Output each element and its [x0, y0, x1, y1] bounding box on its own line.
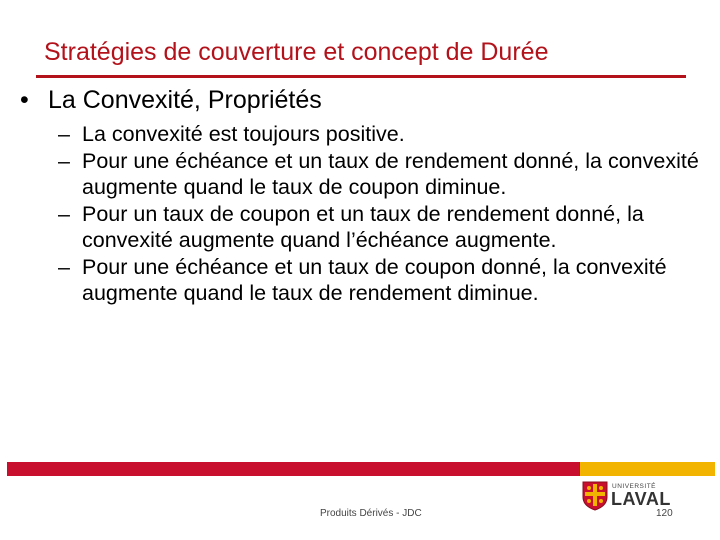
- footer-course-label: Produits Dérivés - JDC: [320, 508, 422, 519]
- sub-bullet-text: Pour une échéance et un taux de coupon donné, la convexité augmente quand le taux de rendement diminue.: [82, 254, 667, 305]
- logo-laval-text: LAVAL: [611, 489, 671, 509]
- sub-bullet-item: [58, 121, 708, 148]
- sub-bullet-text: Pour un taux de coupon et un taux de rendement donné, la convexité augmente quand l’échéance augmente.: [82, 201, 644, 252]
- sub-bullet-item: [58, 201, 708, 254]
- dash-icon: –: [58, 122, 70, 146]
- sub-bullet-list: [58, 121, 708, 307]
- sub-bullet-item: [58, 148, 708, 201]
- dash-icon: –: [58, 148, 70, 173]
- slide-title: Stratégies de couverture et concept de Durée: [44, 38, 549, 66]
- sub-bullet-item: [58, 254, 708, 307]
- bullet-icon: •: [20, 86, 29, 114]
- title-underline: [36, 75, 686, 78]
- main-bullet-text: La Convexité, Propriétés: [48, 86, 322, 114]
- footer-bar-red: [7, 462, 580, 476]
- logo-university-text: UNIVERSITÉ: [612, 483, 657, 490]
- page-number: 120: [656, 508, 673, 519]
- dash-icon: –: [58, 254, 70, 279]
- main-bullet: [20, 86, 322, 115]
- footer-bar-gold: [580, 462, 715, 476]
- shield-icon: [582, 481, 608, 511]
- sub-bullet-text: Pour une échéance et un taux de rendement donné, la convexité augmente quand le taux de coupon diminue.: [82, 148, 699, 199]
- dash-icon: –: [58, 201, 70, 226]
- sub-bullet-text: La convexité est toujours positive.: [82, 122, 405, 146]
- university-logo: [582, 481, 692, 515]
